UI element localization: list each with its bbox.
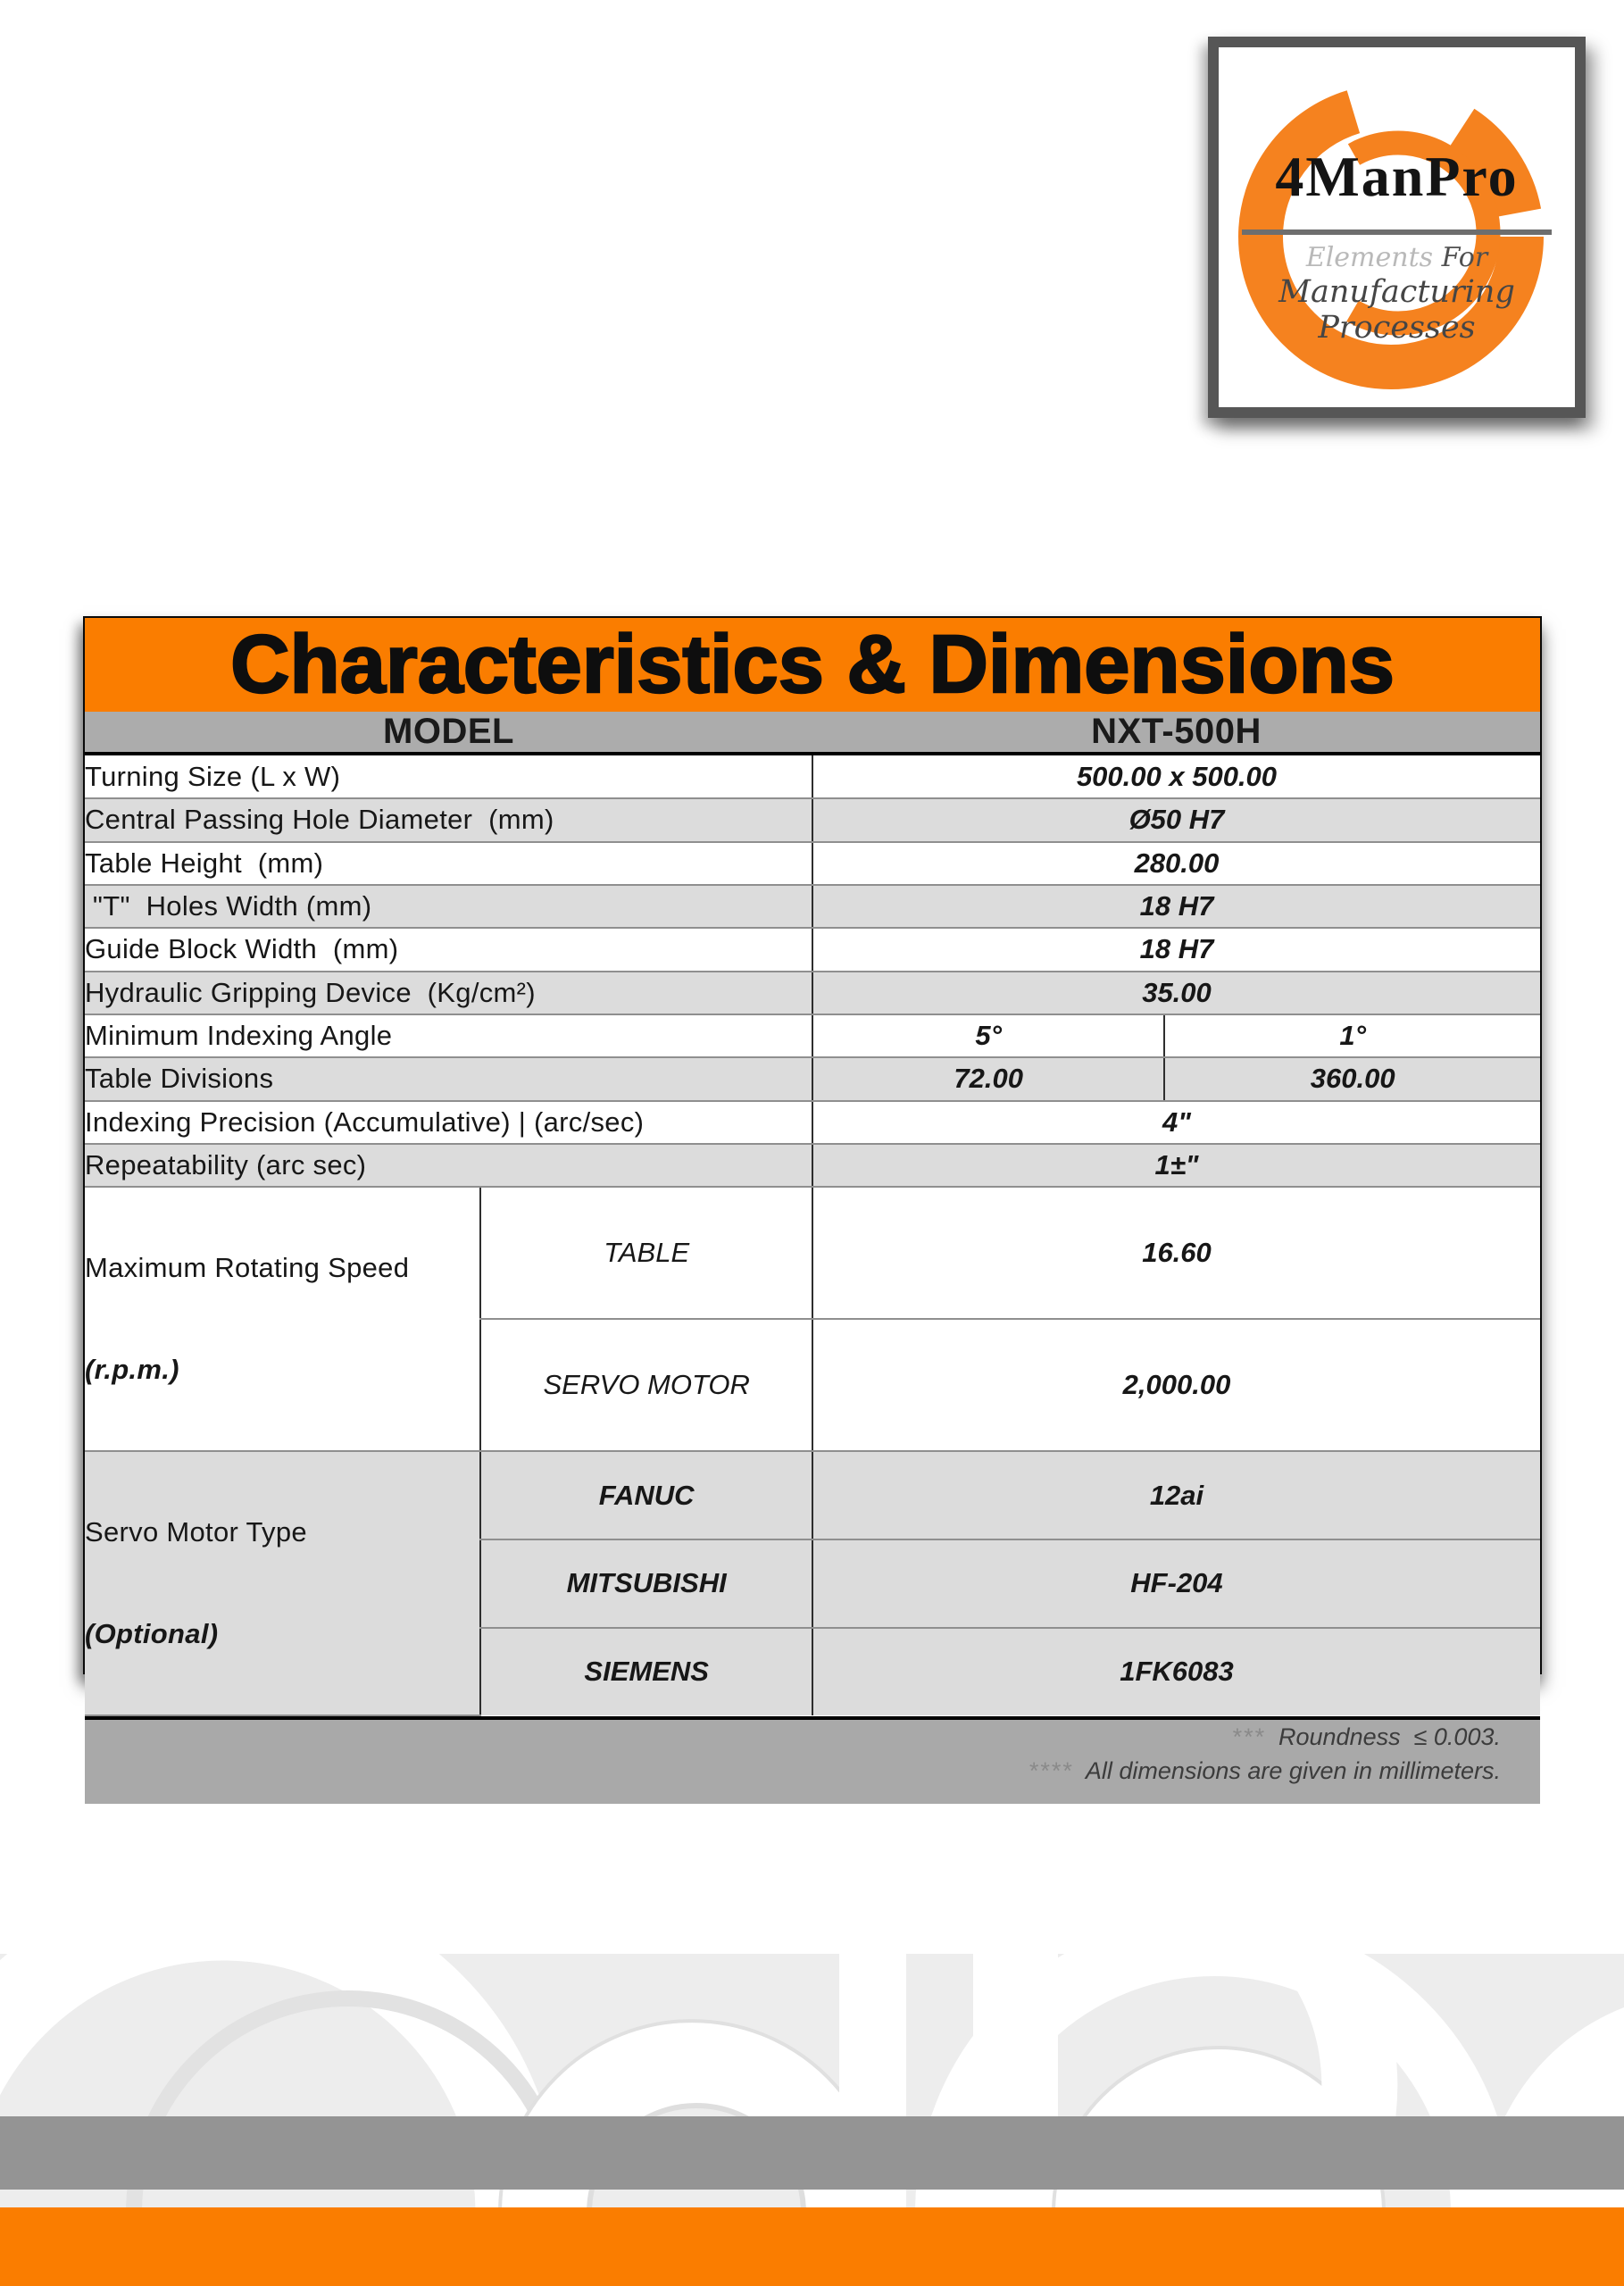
spec-value: 35.00 — [812, 972, 1540, 1014]
spec-value: 12ai — [812, 1451, 1540, 1539]
group-label-line2: (r.p.m.) — [85, 1354, 179, 1386]
table-row — [85, 928, 1540, 971]
spec-label: Guide Block Width (mm) — [85, 928, 812, 971]
table-row — [85, 1451, 1540, 1539]
spec-label: Hydraulic Gripping Device (Kg/cm²) — [85, 972, 812, 1014]
spec-sublabel: SERVO MOTOR — [480, 1319, 812, 1451]
spec-label: Minimum Indexing Angle — [85, 1014, 812, 1057]
spec-header-banner — [85, 618, 1540, 712]
group-label-line2: (Optional) — [85, 1618, 219, 1650]
logo-tagline-line1 — [1219, 242, 1575, 273]
spec-label: Indexing Precision (Accumulative) | (arc/sec) — [85, 1101, 812, 1144]
spec-label: "T" Holes Width (mm) — [85, 885, 812, 928]
table-row — [85, 972, 1540, 1014]
spec-value: Ø50 H7 — [812, 798, 1540, 841]
table-row — [85, 1057, 1540, 1100]
brand-logo-card — [1208, 37, 1586, 418]
logo-tagline-word1: Elements — [1305, 242, 1434, 273]
spec-value-right: 1° — [1164, 1014, 1540, 1057]
logo-tagline-word2: For — [1441, 242, 1488, 273]
spec-value: 1±" — [812, 1144, 1540, 1187]
spec-sheet — [83, 616, 1542, 1785]
logo-brand-name: 4ManPro — [1275, 145, 1519, 208]
spec-sublabel-brand: SIEMENS — [480, 1628, 812, 1716]
spec-label: Repeatability (arc sec) — [85, 1144, 812, 1187]
gray-footer-band — [0, 2116, 1624, 2190]
spec-value: 1FK6083 — [812, 1628, 1540, 1716]
group-label-line1: Maximum Rotating Speed — [85, 1252, 410, 1284]
table-row — [85, 1101, 1540, 1144]
logo-tagline-line2: Manufacturing Processes — [1278, 274, 1515, 346]
table-row — [85, 798, 1540, 841]
spec-value: 16.60 — [812, 1187, 1540, 1319]
spec-value: 2,000.00 — [812, 1319, 1540, 1451]
logo-text-block — [1219, 47, 1575, 407]
spec-footer — [85, 1720, 1540, 1804]
page-title: Characteristics & Dimensions — [230, 619, 1395, 710]
spec-value-left: 5° — [812, 1014, 1164, 1057]
spec-value: 4" — [812, 1101, 1540, 1144]
spec-value-left: 72.00 — [812, 1057, 1164, 1100]
footnote-text: Roundness ≤ 0.003. — [1278, 1723, 1501, 1751]
spec-value: 18 H7 — [812, 885, 1540, 928]
table-row — [85, 1144, 1540, 1187]
model-header-row — [85, 712, 1540, 752]
table-row — [85, 1014, 1540, 1057]
footnote-dimensions — [1029, 1754, 1501, 1788]
table-row — [85, 755, 1540, 798]
spec-value: 18 H7 — [812, 928, 1540, 971]
spec-label: Turning Size (L x W) — [85, 755, 812, 798]
table-row — [85, 885, 1540, 928]
footnote-stars: *** — [1231, 1723, 1265, 1751]
group-label-line1: Servo Motor Type — [85, 1516, 307, 1548]
spec-value-right: 360.00 — [1164, 1057, 1540, 1100]
table-row — [85, 842, 1540, 885]
spec-value: HF-204 — [812, 1539, 1540, 1628]
logo-divider — [1242, 229, 1552, 235]
table-row — [85, 1187, 1540, 1319]
model-column-header: MODEL — [383, 712, 514, 751]
orange-footer-bar — [0, 2207, 1624, 2286]
spec-label: Table Height (mm) — [85, 842, 812, 885]
spec-value: 500.00 x 500.00 — [812, 755, 1540, 798]
spec-sublabel-brand: FANUC — [480, 1451, 812, 1539]
footnote-text: All dimensions are given in millimeters. — [1085, 1757, 1501, 1785]
spec-label-group — [85, 1451, 480, 1715]
spec-label: Central Passing Hole Diameter (mm) — [85, 798, 812, 841]
spec-value: 280.00 — [812, 842, 1540, 885]
footnote-stars: **** — [1028, 1757, 1073, 1785]
spec-table — [85, 755, 1540, 1716]
model-value-header: NXT-500H — [1091, 712, 1262, 751]
spec-label: Table Divisions — [85, 1057, 812, 1100]
footnote-roundness — [1231, 1720, 1501, 1754]
spec-sublabel: TABLE — [480, 1187, 812, 1319]
spec-sublabel-brand: MITSUBISHI — [480, 1539, 812, 1628]
spec-label-group — [85, 1187, 480, 1451]
